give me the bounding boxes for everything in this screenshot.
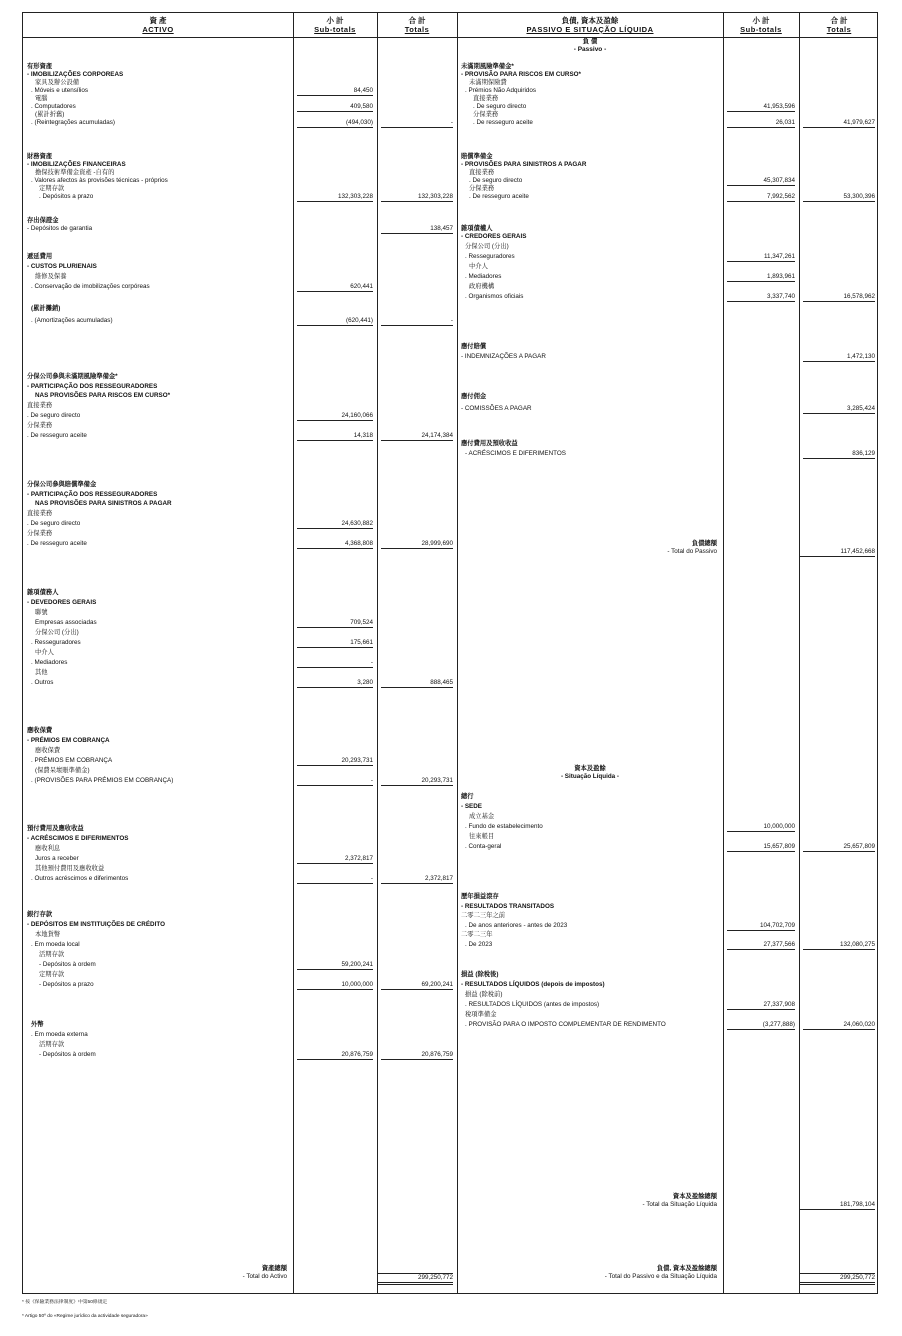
header-totals-right: 合 計 Totals <box>826 16 852 34</box>
activo-total-value: 299,250,772 <box>377 1273 453 1285</box>
grand-total-value: 299,250,772 <box>799 1273 875 1285</box>
row-label: . PROVISÃO PARA O IMPOSTO COMPLEMENTAR DE RENDIMENTO <box>465 1021 666 1028</box>
row-label: (保費呆壞賬準備金) <box>35 767 90 774</box>
row-label: - Depósitos à ordem <box>39 961 96 968</box>
subtotal-value: 41,953,596 <box>727 103 795 112</box>
row-label: 損益 (除稅後) <box>461 971 499 978</box>
row-label: 應付費用及預收收益 <box>461 440 518 447</box>
total-value: 28,999,690 <box>381 540 453 549</box>
balance-sheet <box>22 12 878 1294</box>
row-label: 二零二三年之前 <box>461 912 506 919</box>
footnote-zh: * 按《保險業務法律制度》中第50條規定 <box>22 1300 108 1305</box>
row-label: 直接業務 <box>27 510 53 517</box>
row-label: 損益 (除稅前) <box>465 991 503 998</box>
row-label: . De resseguro aceite <box>469 193 529 200</box>
row-label: 雜項債務人 <box>27 589 59 596</box>
total-value: 132,080,275 <box>803 941 875 950</box>
row-label: 預付費用及應收收益 <box>27 825 84 832</box>
col-line <box>293 13 294 1293</box>
row-label: 應收利息 <box>35 845 61 852</box>
row-label: 銀行存款 <box>27 911 53 918</box>
row-label: - SEDE <box>461 803 482 810</box>
subtotal-value: 3,337,740 <box>727 293 795 302</box>
row-label: . De 2023 <box>465 941 493 948</box>
row-label: . Outros acréscimos e diferimentos <box>31 875 129 882</box>
row-label: . Mediadores <box>465 273 502 280</box>
total-value: 24,174,384 <box>381 432 453 441</box>
col-line <box>457 13 458 1293</box>
row-label: . Fundo de estabelecimento <box>465 823 543 830</box>
row-label: 直接業務 <box>473 95 499 102</box>
row-label: 維修及保養 <box>35 273 67 280</box>
subtotal-value: 24,160,066 <box>297 412 373 421</box>
total-value: 20,876,759 <box>381 1051 453 1060</box>
row-label: 賠償準備金 <box>461 153 493 160</box>
row-label: . Em moeda externa <box>31 1031 88 1038</box>
row-label: 家具及辦公設備 <box>35 79 80 86</box>
subtotal-value: 59,200,241 <box>297 961 373 970</box>
subtotal-value: 20,876,759 <box>297 1051 373 1060</box>
subtotal-value: 20,293,731 <box>297 757 373 766</box>
total-value: 16,578,962 <box>803 293 875 302</box>
total-value: 69,200,241 <box>381 981 453 990</box>
passivo-total-label: 負債總額 - Total do Passivo <box>667 540 717 555</box>
subtotal-value: - <box>297 875 373 884</box>
total-value: 25,657,809 <box>803 843 875 852</box>
row-label: 應付佣金 <box>461 393 487 400</box>
row-label: . (PROVISÕES PARA PRÉMIOS EM COBRANÇA) <box>31 777 174 784</box>
row-label: - DEVEDORES GERAIS <box>27 599 97 606</box>
subtotal-value: 7,992,562 <box>727 193 795 202</box>
total-value: - <box>381 317 453 326</box>
row-label: . Organismos oficiais <box>465 293 524 300</box>
row-label: 聯號 <box>35 609 48 616</box>
row-label: 成立基金 <box>469 813 495 820</box>
situacao-total-value: 181,798,104 <box>799 1201 875 1210</box>
subtotal-value: 24,630,882 <box>297 520 373 529</box>
row-label: 直接業務 <box>469 169 495 176</box>
col-line <box>799 13 800 1293</box>
row-label: Juros a receber <box>35 855 79 862</box>
row-label: 稅項準備金 <box>465 1011 497 1018</box>
subtotal-value: 409,580 <box>297 103 373 112</box>
row-label: 本地貨幣 <box>35 931 61 938</box>
row-label: . De seguro directo <box>473 103 527 110</box>
row-label: - IMOBILIZAÇÕES FINANCEIRAS <box>27 161 126 168</box>
total-value: 138,457 <box>381 225 453 234</box>
row-label: . De seguro directo <box>27 412 81 419</box>
total-value: 53,300,396 <box>803 193 875 202</box>
row-label: . Outros <box>31 679 54 686</box>
row-label: - PROVISÕES PARA SINISTROS A PAGAR <box>461 161 587 168</box>
row-label: 存出保證金 <box>27 217 59 224</box>
header-activo: 資 產 ACTIVO <box>142 16 174 34</box>
subtotal-value: - <box>297 777 373 786</box>
row-label: . Prémios Não Adquiridos <box>465 87 537 94</box>
row-label: 其他預付費用及應收收益 <box>35 865 105 872</box>
header-subtotals-left: 小 計 Sub-totals <box>314 16 356 34</box>
subtotal-value: - <box>297 659 373 668</box>
row-label: . Depósitos a prazo <box>39 193 94 200</box>
row-label: 活期存款 <box>39 1041 65 1048</box>
header-divider <box>23 37 877 38</box>
subtotal-value: 1,893,961 <box>727 273 795 282</box>
row-label: . De resseguro aceite <box>473 119 533 126</box>
row-label: - RESULTADOS LÍQUIDOS (depois de impostos) <box>461 981 605 988</box>
total-value: 3,285,424 <box>803 405 875 414</box>
row-label: . Computadores <box>31 103 76 110</box>
subtotal-value: 175,661 <box>297 639 373 648</box>
row-label: 擔保技術準備金資產 -自有的 <box>35 169 115 176</box>
subtotal-value: 104,702,709 <box>727 922 795 931</box>
row-label: . (Reintegrações acumuladas) <box>31 119 115 126</box>
situacao-header: 資本及盈餘 - Situação Líquida - <box>560 765 620 780</box>
row-label: . PRÉMIOS EM COBRANÇA <box>31 757 113 764</box>
row-label: 二零二三年 <box>461 931 493 938</box>
row-label: 分保業務 <box>469 185 495 192</box>
row-label: - PRÉMIOS EM COBRANÇA <box>27 737 110 744</box>
activo-total-label: 資產總額 - Total do Activo <box>242 1265 287 1280</box>
row-label: (累計折舊) <box>35 111 65 118</box>
row-label: - COMISSÕES A PAGAR <box>461 405 532 412</box>
row-label: 分保公司 (分出) <box>35 629 79 636</box>
passivo-total-value: 117,452,668 <box>799 548 875 557</box>
row-label: 定期存款 <box>39 185 65 192</box>
row-label: NAS PROVISÕES PARA SINISTROS A PAGAR <box>35 500 172 507</box>
row-label: 應收保費 <box>35 747 61 754</box>
total-value: 24,060,020 <box>803 1021 875 1030</box>
row-label: - RESULTADOS TRANSITADOS <box>461 903 555 910</box>
row-label: 分保業務 <box>473 111 499 118</box>
passivo-subheader: 負 債 - Passivo - <box>573 38 607 53</box>
row-label: 電腦 <box>35 95 48 102</box>
grand-total-label: 負債, 資本及盈餘總額 - Total do Passivo e da Situação Líquida <box>604 1265 717 1280</box>
row-label: 分保公司參與未滿期風險準備金* <box>27 373 118 380</box>
row-label: 其他 <box>35 669 48 676</box>
total-value: 2,372,817 <box>381 875 453 884</box>
row-label: (累計攤銷) <box>31 305 61 312</box>
row-label: 定期存款 <box>39 971 65 978</box>
row-label: . De seguro directo <box>27 520 81 527</box>
footnote-pt: * Artigo 50º do «Regime jurídico da actividade seguradora» <box>22 1314 148 1319</box>
situacao-total-label: 資本及盈餘總額 - Total da Situação Líquida <box>642 1193 717 1208</box>
header-totals-left: 合 計 Totals <box>404 16 430 34</box>
total-value: 20,293,731 <box>381 777 453 786</box>
row-label: . Conservação de imobilizações corpóreas <box>31 283 150 290</box>
row-label: . De seguro directo <box>469 177 523 184</box>
row-label: - PARTICIPAÇÃO DOS RESSEGURADORES <box>27 383 158 390</box>
row-label: - ACRÉSCIMOS E DIFERIMENTOS <box>465 450 566 457</box>
row-label: 分保公司參與賠償準備金 <box>27 481 97 488</box>
total-value: 836,129 <box>803 450 875 459</box>
row-label: Empresas associadas <box>35 619 97 626</box>
row-label: . Resseguradores <box>465 253 515 260</box>
row-label: 遞延費用 <box>27 253 53 260</box>
col-line <box>377 13 378 1293</box>
row-label: - IMOBILIZAÇÕES CORPOREAS <box>27 71 124 78</box>
total-value: - <box>381 119 453 128</box>
subtotal-value: 4,368,808 <box>297 540 373 549</box>
subtotal-value: (494,030) <box>297 119 373 128</box>
subtotal-value: 27,377,566 <box>727 941 795 950</box>
header-subtotals-right: 小 計 Sub-totals <box>740 16 782 34</box>
row-label: . De resseguro aceite <box>27 540 87 547</box>
row-label: 雜項債權人 <box>461 225 493 232</box>
subtotal-value: 27,337,908 <box>727 1001 795 1010</box>
total-value: 1,472,130 <box>803 353 875 362</box>
row-label: 未滿期風險準備金* <box>461 63 514 70</box>
subtotal-value: 26,031 <box>727 119 795 128</box>
row-label: . (Amortizações acumuladas) <box>31 317 113 324</box>
row-label: . Resseguradores <box>31 639 81 646</box>
col-line <box>723 13 724 1293</box>
total-value: 888,465 <box>381 679 453 688</box>
total-value: 41,979,627 <box>803 119 875 128</box>
row-label: - CUSTOS PLURIENAIS <box>27 263 97 270</box>
row-label: . Móveis e utensílios <box>31 87 89 94</box>
subtotal-value: (620,441) <box>297 317 373 326</box>
row-label: 總行 <box>461 793 474 800</box>
row-label: - PARTICIPAÇÃO DOS RESSEGURADORES <box>27 491 158 498</box>
row-label: 分保公司 (分出) <box>465 243 509 250</box>
row-label: 有形資產 <box>27 63 53 70</box>
row-label: - ACRÉSCIMOS E DIFERIMENTOS <box>27 835 129 842</box>
row-label: 政府機構 <box>469 283 495 290</box>
subtotal-value: 45,307,834 <box>727 177 795 186</box>
row-label: . Mediadores <box>31 659 68 666</box>
row-label: 往來帳目 <box>469 833 495 840</box>
header-passivo: 負債, 資本及盈餘 PASSIVO E SITUAÇÃO LÍQUIDA <box>526 16 654 34</box>
subtotal-value: 10,000,000 <box>727 823 795 832</box>
subtotal-value: 15,657,809 <box>727 843 795 852</box>
row-label: 分保業務 <box>27 422 53 429</box>
subtotal-value: 3,280 <box>297 679 373 688</box>
row-label: - Depósitos à ordem <box>39 1051 96 1058</box>
row-label: . De anos anteriores - antes de 2023 <box>465 922 568 929</box>
row-label: . RESULTADOS LÍQUIDOS (antes de impostos) <box>465 1001 600 1008</box>
row-label: 活期存款 <box>39 951 65 958</box>
subtotal-value: 84,450 <box>297 87 373 96</box>
subtotal-value: (3,277,888) <box>727 1021 795 1030</box>
row-label: . Em moeda local <box>31 941 80 948</box>
row-label: - DEPÓSITOS EM INSTITUIÇÕES DE CRÉDITO <box>27 921 165 928</box>
row-label: 直接業務 <box>27 402 53 409</box>
row-label: . Valores afectos às provisões técnicas - próprios <box>31 177 168 184</box>
row-label: 分保業務 <box>27 530 53 537</box>
total-value: 132,303,228 <box>381 193 453 202</box>
subtotal-value: 620,441 <box>297 283 373 292</box>
row-label: - INDEMNIZAÇÕES A PAGAR <box>461 353 546 360</box>
row-label: 財務資產 <box>27 153 53 160</box>
row-label: 外幣 <box>31 1021 44 1028</box>
row-label: NAS PROVISÕES PARA RISCOS EM CURSO* <box>35 392 171 399</box>
subtotal-value: 132,303,228 <box>297 193 373 202</box>
row-label: 歷年損益滾存 <box>461 893 499 900</box>
row-label: 中介人 <box>35 649 54 656</box>
row-label: - Depósitos a prazo <box>39 981 94 988</box>
subtotal-value: 2,372,817 <box>297 855 373 864</box>
row-label: - PROVISÃO PARA RISCOS EM CURSO* <box>461 71 582 78</box>
subtotal-value: 14,318 <box>297 432 373 441</box>
row-label: 應收保費 <box>27 727 53 734</box>
row-label: - CREDORES GERAIS <box>461 233 527 240</box>
subtotal-value: 10,000,000 <box>297 981 373 990</box>
row-label: 未滿期保險費 <box>469 79 507 86</box>
row-label: 中介人 <box>469 263 488 270</box>
subtotal-value: 709,524 <box>297 619 373 628</box>
subtotal-value: 11,347,261 <box>727 253 795 262</box>
row-label: . Conta-geral <box>465 843 502 850</box>
row-label: - Depósitos de garantia <box>27 225 93 232</box>
row-label: . De resseguro aceite <box>27 432 87 439</box>
row-label: 應付賠償 <box>461 343 487 350</box>
